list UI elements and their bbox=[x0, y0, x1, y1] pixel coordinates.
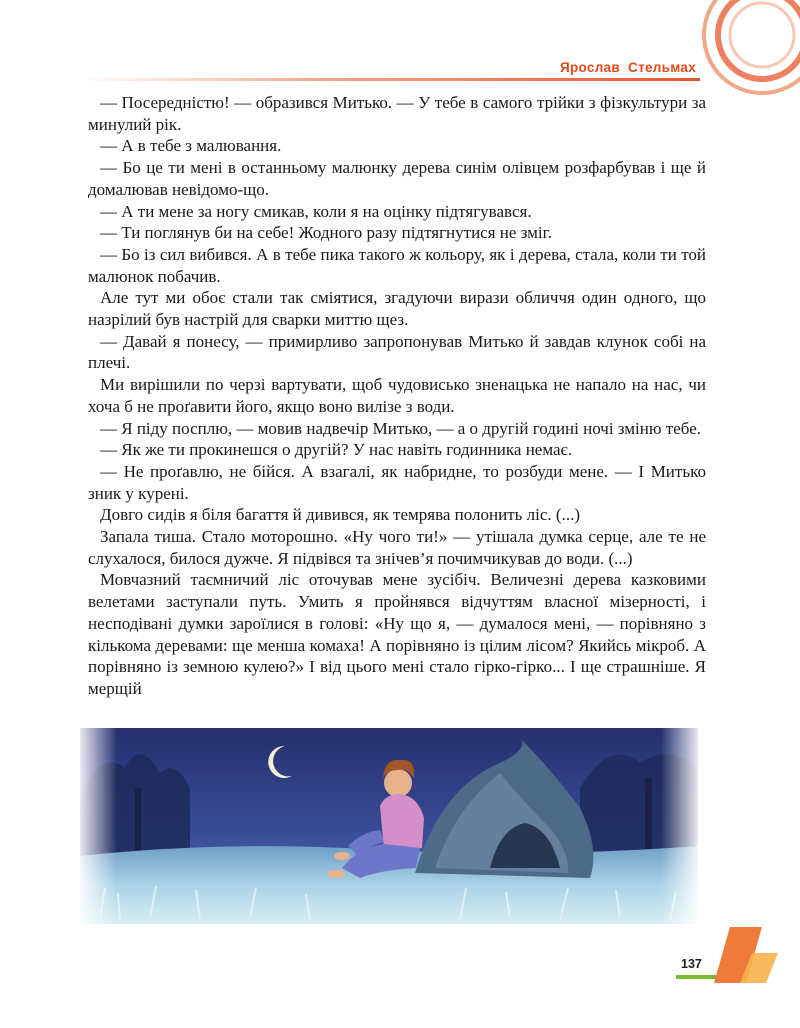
author-name: Ярослав Стельмах bbox=[559, 60, 696, 75]
corner-decoration bbox=[710, 925, 790, 985]
paragraph: Ми вирішили по черзі вартувати, щоб чудовисько зненацька не напало на нас, чи хоча б не проґавити його, якщо воно вилізе з води. bbox=[88, 375, 706, 416]
paragraph: — Ти поглянув би на себе! Жодного разу підтягнутися не зміг. bbox=[100, 223, 552, 243]
paragraph: — Я піду посплю, — мовив надвечір Митько, — а о другій годині ночі зміню тебе. bbox=[100, 418, 701, 438]
paragraph: — Бо це ти мені в останньому малюнку дерева синім олівцем розфарбував і ще й домалював невідомо-що. bbox=[88, 158, 706, 199]
paragraph: — Давай я понесу, — примирливо запропонував Митько й завдав клунок собі на плечі. bbox=[88, 331, 706, 373]
paragraph: Але тут ми обоє стали так сміятися, згадуючи вирази обличчя один одного, що назрілий був настрій для сварки миттю щез. bbox=[88, 288, 706, 330]
paragraph: — Як же ти прокинешся о другій? У нас навіть годинника немає. bbox=[100, 440, 573, 460]
paragraph: Запала тиша. Стало моторошно. «Ну чого ти!» — утішала думка серце, але те не слухалося, билося дужче. Я підвівся та знічев’я почимчикував до води. (...) bbox=[88, 527, 706, 568]
paragraph: — Не проґавлю, не бійся. А взагалі, як набридне, то розбуди мене. — І Митько зник у курені. bbox=[88, 461, 706, 503]
paragraph: — А ти мене за ногу смикав, коли я на оцінку підтягувався. bbox=[100, 201, 532, 221]
page-number: 137 bbox=[681, 957, 702, 971]
paragraph: — Посередністю! — образився Митько. — У тебе в самого трійки з фізкультури за минулий рік. bbox=[88, 93, 706, 134]
paragraph: — Бо із сил вибився. А в тебе пика такого ж кольору, як і дерева, стала, коли ти той малюнок побачив. bbox=[88, 244, 706, 286]
header-rule bbox=[80, 78, 700, 81]
paragraph: — А в тебе з малювання. bbox=[100, 136, 282, 156]
paragraph: Довго сидів я біля багаття й дивився, як темрява полонить ліс. (...) bbox=[100, 505, 580, 525]
decorative-circles bbox=[690, 0, 800, 110]
night-forest-illustration bbox=[80, 728, 698, 924]
paragraph: Мовчазний таємничий ліс оточував мене зусібіч. Величезні дерева казковими велетами заступали путь. Умить я пройнявся відчуттям власної мізерності, і несподівані думки зароїлися в голові: «Ну що я, — думалося мені, — порівняно з кількома деревами: ще менша комаха! А порівняно із цілим лісом? Якийсь мікроб. А порівняно із земною кулею?» І від цього мені стало гірко-гірко... І ще страшніше. Я мерщій bbox=[88, 570, 706, 698]
story-text bbox=[88, 92, 706, 700]
